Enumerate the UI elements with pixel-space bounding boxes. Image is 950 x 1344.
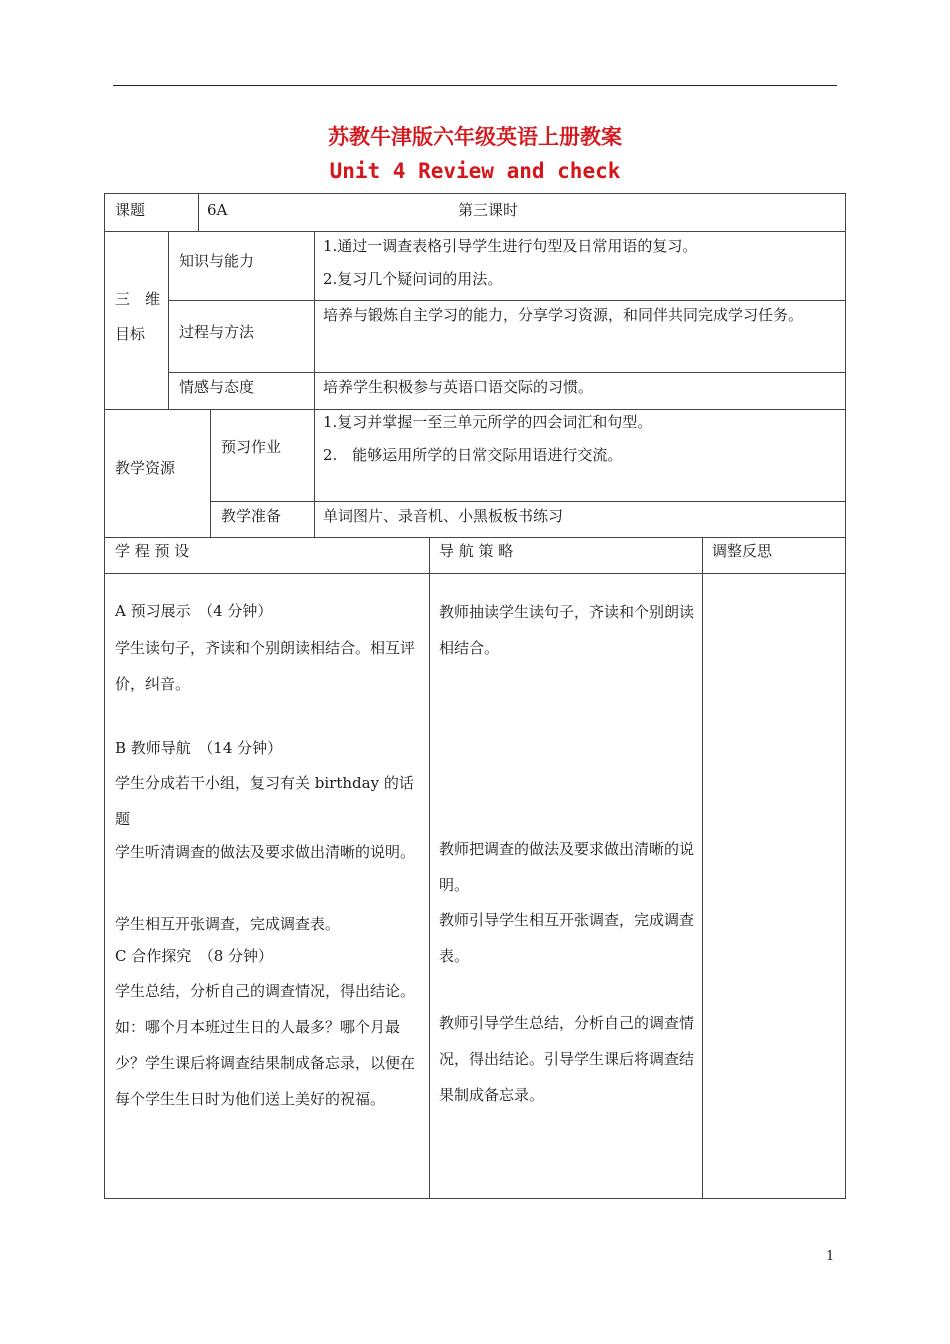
cell-reflection-body: [702, 573, 846, 1199]
col-header-strategy: 导 航 策 略: [439, 542, 514, 560]
emotion-text: 培养学生积极参与英语口语交际的习惯。: [323, 378, 594, 396]
grade-value: 6A: [207, 201, 228, 219]
strategy-item-3: 教师引导学生相互开张调查，完成调查表。: [439, 911, 695, 965]
unit-title: Unit 4 Review and check: [329, 159, 621, 183]
prep-label: 教学准备: [221, 507, 282, 525]
page-number: 1: [826, 1249, 835, 1264]
section-a-text: 学生读句子，齐读和个别朗读相结合。相互评价，纠音。: [115, 639, 416, 693]
process-method-label: 过程与方法: [179, 323, 255, 341]
goals-label-line1: 三 维: [115, 290, 161, 308]
col-header-reflection: 调整反思: [712, 542, 773, 560]
prep-text: 单词图片、录音机、小黑板板书练习: [323, 507, 564, 525]
section-b-text-2: 学生听清调查的做法及要求做出清晰的说明。: [115, 843, 416, 861]
strategy-item-1: 教师抽读学生读句子，齐读和个别朗读相结合。: [439, 603, 695, 657]
preview-item-2: 2. 能够运用所学的日常交际用语进行交流。: [323, 446, 623, 464]
knowledge-item-1: 1.通过一调查表格引导学生进行句型及日常用语的复习。: [323, 237, 698, 255]
section-b-text-1: 学生分成若干小组，复习有关 birthday 的话题: [115, 774, 414, 828]
resources-label: 教学资源: [115, 459, 176, 477]
section-a-heading: A 预习展示 （4 分钟）: [115, 602, 273, 620]
strategy-item-4: 教师引导学生总结，分析自己的调查情况，得出结论。引导学生课后将调查结果制成备忘录。: [439, 1014, 695, 1104]
header-rule: [113, 85, 837, 86]
section-c-text: 学生总结，分析自己的调查情况，得出结论。如：哪个月本班过生日的人最多？哪个月最少？学生课后将调查结果制成备忘录，以便在每个学生生日时为他们送上美好的祝福。: [115, 982, 416, 1108]
knowledge-item-2: 2.复习几个疑问词的用法。: [323, 270, 503, 288]
preview-label: 预习作业: [221, 438, 282, 456]
col-header-process: 学 程 预 设: [115, 542, 190, 560]
process-method-text: 培养与锻炼自主学习的能力，分享学习资源，和同伴共同完成学习任务。: [323, 306, 804, 324]
knowledge-label: 知识与能力: [179, 252, 255, 270]
section-b-text-3: 学生相互开张调查，完成调查表。: [115, 915, 341, 933]
emotion-label: 情感与态度: [179, 378, 255, 396]
document-title: 苏教牛津版六年级英语上册教案: [328, 125, 622, 149]
section-c-heading: C 合作探究 （8 分钟）: [115, 947, 274, 965]
section-b-heading: B 教师导航 （14 分钟）: [115, 739, 283, 757]
cell-topic-value: [198, 193, 846, 232]
lesson-value: 第三课时: [458, 201, 519, 219]
preview-item-1: 1.复习并掌握一至三单元所学的四会词汇和句型。: [323, 413, 653, 431]
topic-label: 课题: [115, 201, 146, 219]
goals-label-line2: 目标: [115, 325, 146, 343]
strategy-item-2: 教师把调查的做法及要求做出清晰的说明。: [439, 840, 695, 894]
